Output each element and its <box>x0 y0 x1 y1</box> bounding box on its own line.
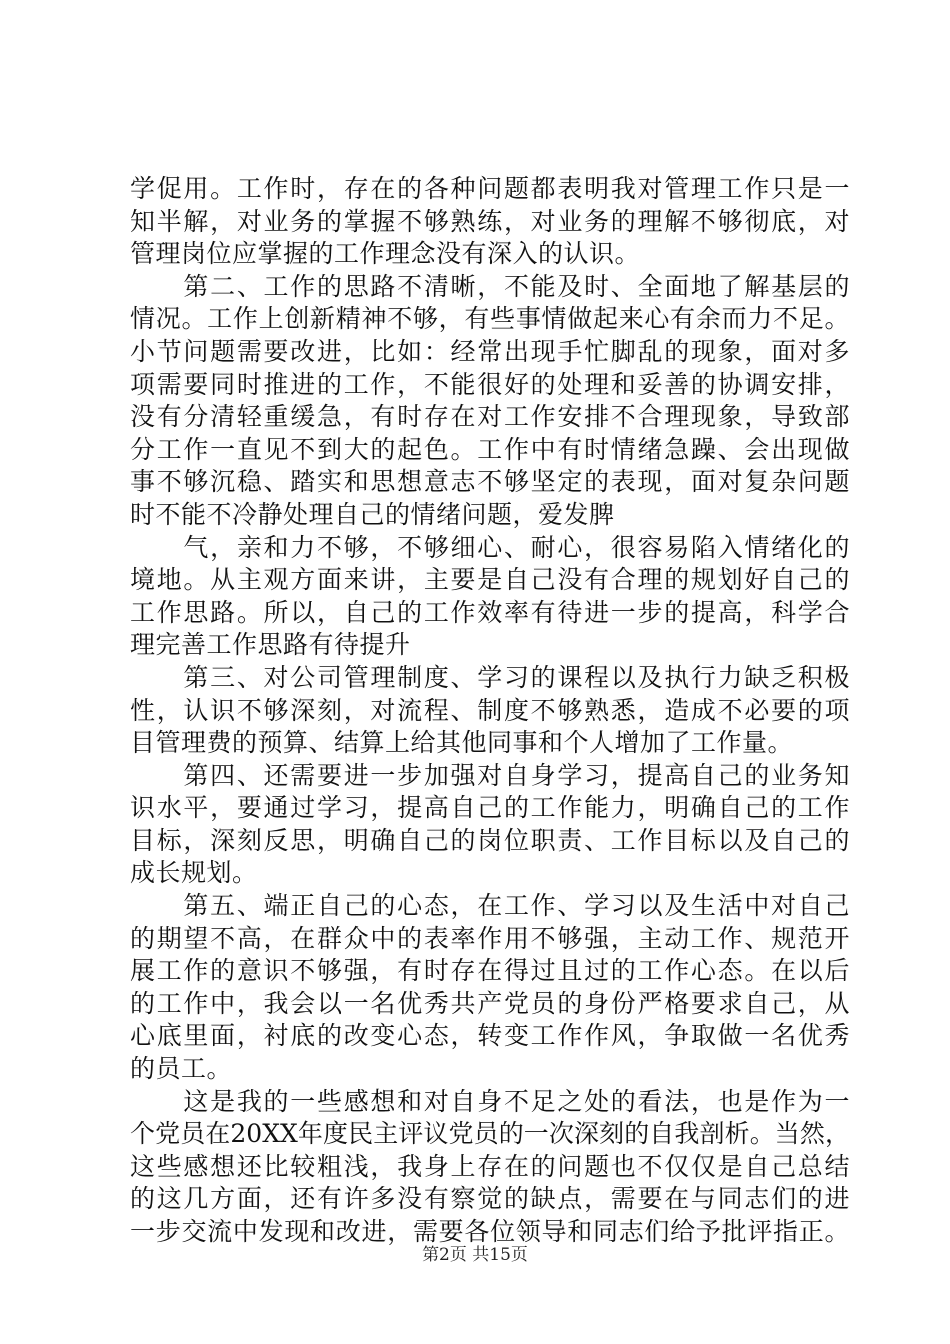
text-line: 理完善工作思路有待提升 <box>130 630 411 660</box>
text-line: 境地。从主观方面来讲，主要是自己没有合理的规划好自己的 <box>130 565 850 595</box>
text-line: 项需要同时推进的工作，不能很好的处理和妥善的协调安排， <box>130 369 850 399</box>
text-line: 心底里面，衬底的改变心态，转变工作作风，争取做一名优秀 <box>130 1021 850 1051</box>
text-line: 展工作的意识不够强，有时存在得过且过的工作心态。在以后 <box>130 956 850 986</box>
text-line: 气，亲和力不够，不够细心、耐心，很容易陷入情绪化的 <box>130 532 850 562</box>
text-line: 小节问题需要改进，比如：经常出现手忙脚乱的现象，面对多 <box>130 336 850 366</box>
text-line: 第二、工作的思路不清晰，不能及时、全面地了解基层的 <box>130 271 850 301</box>
text-line: 第五、端正自己的心态，在工作、学习以及生活中对自己 <box>130 891 850 921</box>
text-line: 识水平，要通过学习，提高自己的工作能力，明确自己的工作 <box>130 793 850 823</box>
text-line: 学促用。工作时，存在的各种问题都表明我对管理工作只是一 <box>130 174 850 203</box>
text-line: 时不能不冷静处理自己的情绪问题，爱发脾 <box>130 499 615 529</box>
text-line: 情况。工作上创新精神不够，有些事情做起来心有余而力不足。 <box>130 304 850 334</box>
text-line: 一步交流中发现和改进，需要各位领导和同志们给予批评指正。 <box>130 1217 850 1246</box>
text-line: 成长规划。 <box>130 858 258 888</box>
text-line: 性，认识不够深刻，对流程、制度不够熟悉，造成不必要的项 <box>130 695 850 725</box>
text-line: 的这几方面，还有许多没有察觉的缺点，需要在与同志们的进 <box>130 1184 850 1214</box>
text-line: 的员工。 <box>130 1054 233 1084</box>
text-line: 没有分清轻重缓急，有时存在对工作安排不合理现象，导致部 <box>130 402 850 432</box>
text-line: 第四、还需要进一步加强对自身学习，提高自己的业务知 <box>130 760 850 790</box>
text-line: 目管理费的预算、结算上给其他同事和个人增加了工作量。 <box>130 728 794 758</box>
text-line: 目标，深刻反思，明确自己的岗位职责、工作目标以及自己的 <box>130 825 850 855</box>
page-footer: 第2页 共15页 <box>422 1245 528 1265</box>
body-text <box>130 173 850 1249</box>
text-line: 的工作中，我会以一名优秀共产党员的身份严格要求自己，从 <box>130 988 850 1018</box>
text-line: 事不够沉稳、踏实和思想意志不够坚定的表现，面对复杂问题 <box>130 467 850 497</box>
text-line: 个党员在20XX年度民主评议党员的一次深刻的自我剖析。当然， <box>130 1119 850 1149</box>
text-line: 这是我的一些感想和对自身不足之处的看法，也是作为一 <box>130 1086 850 1116</box>
text-line: 分工作一直见不到大的起色。工作中有时情绪急躁、会出现做 <box>130 434 850 464</box>
text-line: 的期望不高，在群众中的表率作用不够强，主动工作、规范开 <box>130 923 850 953</box>
text-line: 这些感想还比较粗浅，我身上存在的问题也不仅仅是自己总结 <box>130 1151 850 1181</box>
text-line: 工作思路。所以，自己的工作效率有待进一步的提高，科学合 <box>130 597 850 627</box>
text-line: 管理岗位应掌握的工作理念没有深入的认识。 <box>130 239 641 269</box>
text-line: 第三、对公司管理制度、学习的课程以及执行力缺乏积极 <box>130 662 850 692</box>
text-line: 知半解，对业务的掌握不够熟练，对业务的理解不够彻底，对 <box>130 206 850 236</box>
